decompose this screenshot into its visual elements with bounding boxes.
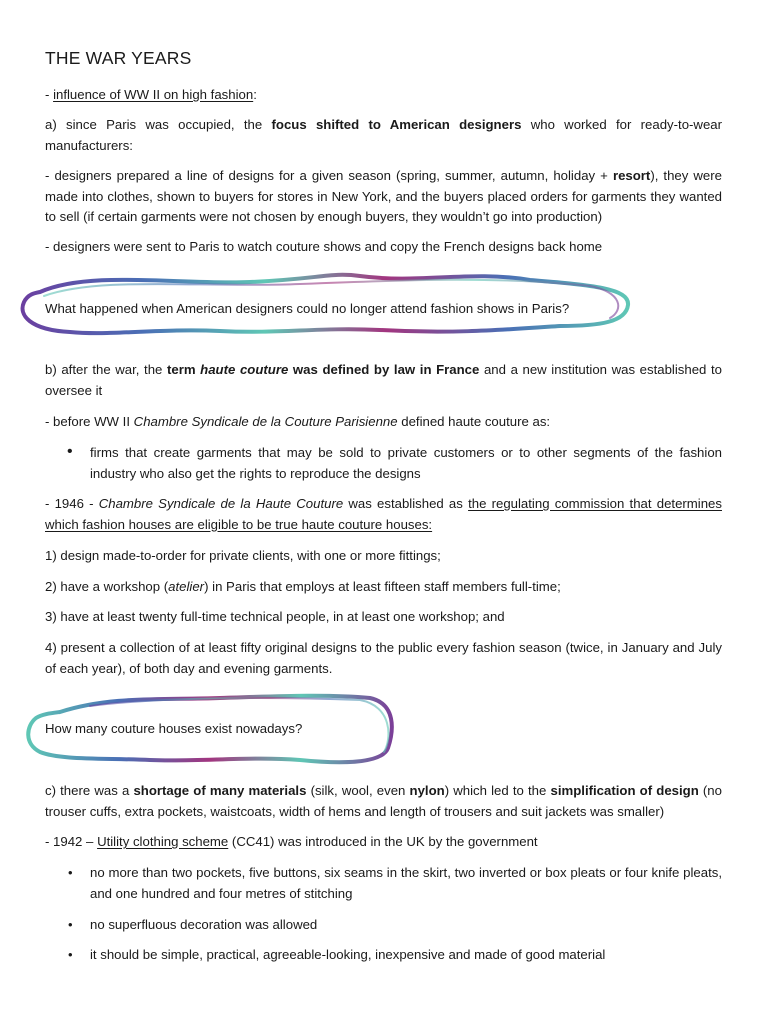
para-c-bold-2: nylon <box>409 783 445 798</box>
paragraph-1946 <box>45 494 722 535</box>
para-b-bold-2: was defined by law in France <box>288 362 480 377</box>
bullet-icon: • <box>68 917 73 932</box>
question-2: How many couture houses exist nowadays? <box>45 721 303 736</box>
para-a-text-2: who worked for ready-to-wear manufacturers: <box>45 117 723 153</box>
rule-2-text-1: 2) have a workshop ( <box>45 579 169 594</box>
para-b-bold-1: term <box>166 362 201 377</box>
bullet-utility-1-text: no more than two pockets, five buttons, six seams in the skirt, two inverted or box pleats or four knife pleats, and one hundred and four metres of stitching <box>90 865 722 901</box>
page-title: THE WAR YEARS <box>45 48 192 68</box>
bullet-utility-2 <box>68 915 722 936</box>
paragraph-1942 <box>45 832 722 853</box>
bullet-firms-text: firms that create garments that may be sold to private customers or to other segments of the fashion industry who also get the rights to reproduce the designs <box>90 445 722 481</box>
para-b-bold-italic: haute couture <box>200 362 289 377</box>
paragraph-season <box>45 166 722 228</box>
para-c-text-1: c) there was a <box>45 783 134 798</box>
paragraph-before <box>45 412 722 433</box>
paragraph-c <box>45 781 722 822</box>
para-c-text-2: (silk, wool, even <box>306 783 410 798</box>
para-1942-text-2: (CC41) was introduced in the UK by the government <box>228 834 538 849</box>
paragraph-a <box>45 115 722 156</box>
para-1946-text-2: was established as <box>343 496 469 511</box>
question-1: What happened when American designers could no longer attend fashion shows in Paris? <box>45 301 570 316</box>
para-1942-underlined: Utility clothing scheme <box>97 834 229 849</box>
para-1942-text-1: - 1942 – <box>45 834 98 849</box>
para-a-text-1: a) since Paris was occupied, the <box>45 117 272 132</box>
para-season-bold: resort <box>612 168 651 183</box>
para-before-text-1: - before WW II <box>45 414 134 429</box>
bullet-icon: • <box>67 443 73 460</box>
para-1946-underlined: the regulating commission that determines which fashion houses are eligible to be true haute couture houses: <box>45 496 722 532</box>
rule-2-text-2: ) in Paris that employs at least fifteen staff members full-time; <box>204 579 561 594</box>
para-b-text-2: and a new institution was established to oversee it <box>45 362 722 398</box>
para-1946-italic: Chambre Syndicale de la Haute Couture <box>98 496 344 511</box>
influence-prefix: - <box>45 87 54 102</box>
bullet-utility-3-text: it should be simple, practical, agreeable-looking, inexpensive and made of good material <box>90 947 606 962</box>
para-1946-text-1: - 1946 - <box>45 496 99 511</box>
bullet-icon: • <box>68 947 73 962</box>
para-season-text-1: - designers prepared a line of designs for a given season (spring, summer, autumn, holiday + <box>45 168 613 183</box>
para-before-text-2: defined haute couture as: <box>397 414 551 429</box>
rule-1: 1) design made-to-order for private clients, with one or more fittings; <box>45 548 441 563</box>
para-c-text-3: ) which led to the <box>444 783 551 798</box>
paragraph-sent: - designers were sent to Paris to watch couture shows and copy the French designs back home <box>45 239 603 254</box>
para-c-bold-3: simplification of design <box>550 783 699 798</box>
rule-3: 3) have at least twenty full-time technical people, in at least one workshop; and <box>45 609 505 624</box>
rule-2 <box>45 577 722 598</box>
rule-4: 4) present a collection of at least fifty original designs to the public every fashion season (twice, in January and July of each year), of both day and evening garments. <box>45 640 722 676</box>
para-a-bold: focus shifted to American designers <box>271 117 522 132</box>
para-before-italic: Chambre Syndicale de la Couture Parisienne <box>133 414 398 429</box>
influence-suffix: : <box>253 87 257 102</box>
bullet-utility-2-text: no superfluous decoration was allowed <box>90 917 318 932</box>
para-c-bold-1: shortage of many materials <box>133 783 307 798</box>
rule-2-italic: atelier <box>168 579 205 594</box>
para-c-text-4: (no trouser cuffs, extra pockets, waistcoats, width of hems and length of trousers and suit jackets was smaller) <box>45 783 722 819</box>
bullet-utility-3 <box>68 945 722 966</box>
para-season-text-2: ), they were made into clothes, shown to buyers for stores in New York, and the buyers placed orders for garments they wanted to sell (if certain garments were not chosen by enough buyers, they wouldn’t go into production) <box>45 168 722 224</box>
influence-underlined: influence of WW II on high fashion <box>53 87 254 102</box>
influence-heading <box>45 85 722 106</box>
bullet-firms <box>67 443 722 484</box>
paragraph-b <box>45 360 722 401</box>
para-b-text-1: b) after the war, the <box>45 362 167 377</box>
bullet-icon: • <box>68 865 73 880</box>
bullet-utility-1 <box>68 863 722 904</box>
